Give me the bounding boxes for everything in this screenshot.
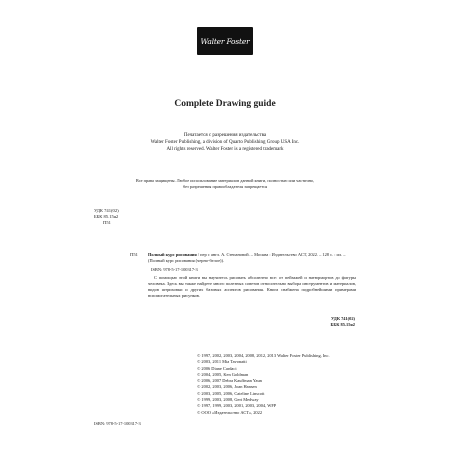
copyright-line: © 2003, 2011 Mia Tavonatti [197,359,247,365]
udk-right-block [320,316,355,328]
bbk-code: ББК 85.15я2 [330,322,355,327]
copyright-line: © 1997, 1999, 2003, 2001, 2003, 2004, WFP [197,403,277,409]
permission-notice [0,132,450,153]
bbk-code: ББК 85.15я2 [94,214,119,220]
catalog-title: Полный курс рисования [148,252,197,257]
copyright-line: © 1997, 2002, 2003, 2004, 2008, 2012, 2013 Walter Foster Publishing, Inc. [197,353,330,358]
copyright-line: © 2004, 2005, Ken Goldman [197,371,249,377]
udk-code: УДК 741(02) [94,208,119,213]
book-title: Complete Drawing guide [174,99,276,109]
copyright-line: © 1999, 2003, 2008, Gert Medway [197,397,259,403]
copyright-line: © 2006 Diane Cardaci [197,365,237,371]
catalog-isbn: ISBN: 978-5-17-100317-3 [151,266,198,272]
copyright-line: © 2002, 2003, 2006, Joan Hansen [197,384,257,390]
publisher-logo-text: Walter Foster [200,36,250,46]
catalog-annotation: С помощью этой книги вы научитесь рисовать абсолютно все: от пейзажей и натюрмортов до фигуры человека. Здесь вы также найдете много полезных советов относительно выбора инструментов и материалов, видов штриховки и других базовых аспектов рисования. Книга снабжена подробнейшими примерами вспомогательных рисунков. [148,275,356,298]
udk-classification [94,208,119,227]
copyright-line: © 2006, 2007 Debra Kauffman Yaun [197,378,262,384]
permission-line: Walter Foster Publishing, a division of Quarto Publishing Group USA Inc. [150,140,300,145]
catalog-code: П51 [130,252,138,257]
rights-notice [0,178,450,190]
rights-line: без разрешения правообладателя запрещается [182,184,268,189]
udk-code: УДК 741(02) [331,316,355,321]
copyright-list [197,353,330,416]
isbn-footer: ISBN: 978-5-17-100317-3 [94,421,141,426]
catalog-main-entry [148,252,356,264]
author-sign: П51 [103,220,111,226]
permission-line: Печатается с разрешения издательства [183,133,267,138]
permission-line: All rights reserved. Walter Foster is a registered trademark [166,147,284,152]
rights-line: Все права защищены. Любое использование материалов данной книги, полностью или частично, [135,178,315,183]
catalog-entry [148,252,356,299]
copyright-line: © ООО «Издательство АСТ», 2022 [197,409,263,415]
publisher-logo [197,27,253,55]
catalog-entry-details: / пер с англ. А. Степановой. – Москва : Издательство АСТ, 2022. – 128 с. : ил. – (Полный курс рисования (черно-белое)). [148,252,346,263]
copyright-line: © 2003, 2005, 2006, Cateline Linscott [197,390,265,396]
